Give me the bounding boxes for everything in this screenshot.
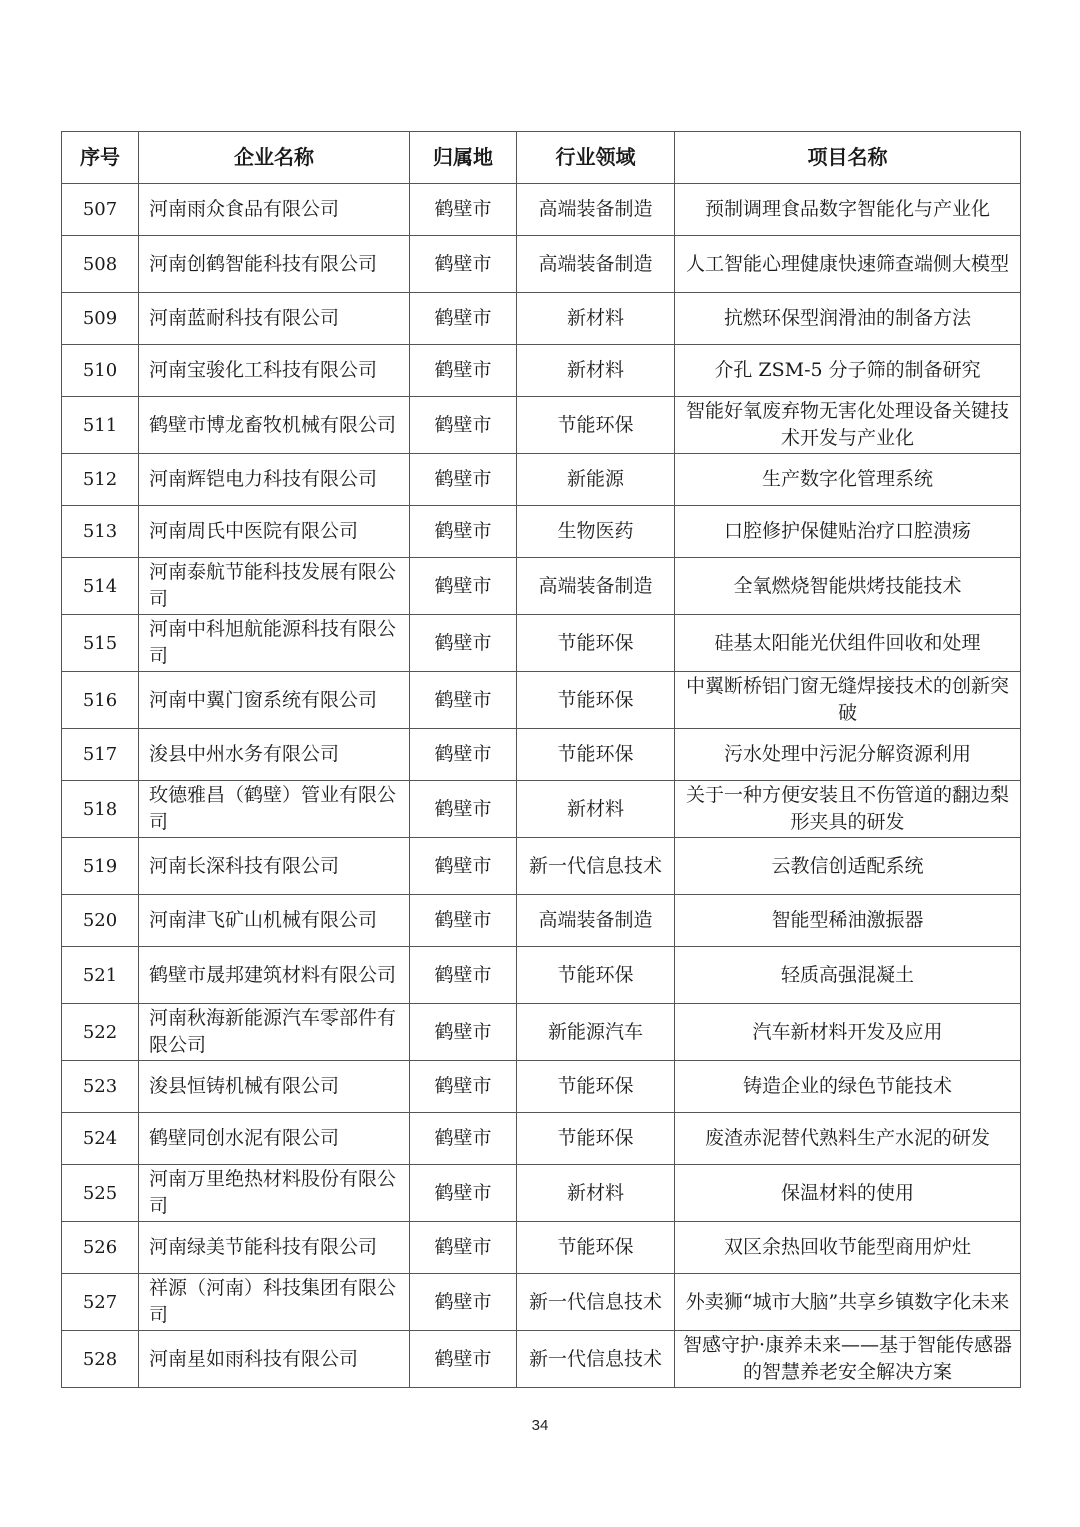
cell-index: 520: [62, 895, 139, 947]
cell-project: 人工智能心理健康快速筛查端侧大模型: [675, 236, 1021, 293]
cell-industry: 高端装备制造: [517, 558, 675, 615]
cell-company: 河南周氏中医院有限公司: [139, 506, 410, 558]
cell-industry: 高端装备制造: [517, 895, 675, 947]
cell-index: 515: [62, 615, 139, 672]
cell-company: 祥源（河南）科技集团有限公司: [139, 1274, 410, 1331]
cell-location: 鹤壁市: [410, 184, 517, 236]
table-row: [62, 345, 1021, 397]
cell-location: 鹤壁市: [410, 1113, 517, 1165]
cell-location: 鹤壁市: [410, 1004, 517, 1061]
cell-index: 525: [62, 1165, 139, 1222]
header-index: 序号: [62, 132, 139, 184]
cell-index: 509: [62, 293, 139, 345]
cell-project: 智能好氧废弃物无害化处理设备关键技术开发与产业化: [675, 397, 1021, 454]
cell-project: 关于一种方便安装且不伤管道的翻边梨形夹具的研发: [675, 781, 1021, 838]
cell-index: 518: [62, 781, 139, 838]
cell-company: 河南星如雨科技有限公司: [139, 1331, 410, 1388]
table-row: [62, 895, 1021, 947]
cell-project: 双区余热回收节能型商用炉灶: [675, 1222, 1021, 1274]
cell-project: 预制调理食品数字智能化与产业化: [675, 184, 1021, 236]
cell-company: 河南万里绝热材料股份有限公司: [139, 1165, 410, 1222]
header-project: 项目名称: [675, 132, 1021, 184]
cell-project: 保温材料的使用: [675, 1165, 1021, 1222]
cell-industry: 新材料: [517, 1165, 675, 1222]
cell-project: 云教信创适配系统: [675, 838, 1021, 895]
cell-industry: 节能环保: [517, 1113, 675, 1165]
cell-location: 鹤壁市: [410, 506, 517, 558]
header-company: 企业名称: [139, 132, 410, 184]
cell-location: 鹤壁市: [410, 236, 517, 293]
cell-project: 污水处理中污泥分解资源利用: [675, 729, 1021, 781]
cell-index: 526: [62, 1222, 139, 1274]
cell-location: 鹤壁市: [410, 947, 517, 1004]
table-row: [62, 729, 1021, 781]
cell-location: 鹤壁市: [410, 1222, 517, 1274]
table-row: [62, 1165, 1021, 1222]
cell-industry: 新材料: [517, 293, 675, 345]
table-row: [62, 184, 1021, 236]
cell-index: 517: [62, 729, 139, 781]
cell-project: 生产数字化管理系统: [675, 454, 1021, 506]
page-number: 34: [531, 1417, 549, 1434]
cell-industry: 高端装备制造: [517, 236, 675, 293]
cell-project: 口腔修护保健贴治疗口腔溃疡: [675, 506, 1021, 558]
cell-company: 河南辉铠电力科技有限公司: [139, 454, 410, 506]
cell-company: 河南中翼门窗系统有限公司: [139, 672, 410, 729]
cell-location: 鹤壁市: [410, 1274, 517, 1331]
cell-company: 河南宝骏化工科技有限公司: [139, 345, 410, 397]
cell-index: 516: [62, 672, 139, 729]
cell-company: 河南泰航节能科技发展有限公司: [139, 558, 410, 615]
cell-project: 铸造企业的绿色节能技术: [675, 1061, 1021, 1113]
cell-location: 鹤壁市: [410, 838, 517, 895]
cell-project: 全氧燃烧智能烘烤技能技术: [675, 558, 1021, 615]
cell-index: 524: [62, 1113, 139, 1165]
cell-index: 528: [62, 1331, 139, 1388]
cell-company: 河南中科旭航能源科技有限公司: [139, 615, 410, 672]
cell-location: 鹤壁市: [410, 1061, 517, 1113]
table-row: [62, 838, 1021, 895]
cell-company: 浚县恒铸机械有限公司: [139, 1061, 410, 1113]
cell-project: 轻质高强混凝土: [675, 947, 1021, 1004]
table-row: [62, 947, 1021, 1004]
enterprise-project-table: [61, 131, 1021, 1388]
cell-industry: 节能环保: [517, 947, 675, 1004]
cell-industry: 新一代信息技术: [517, 838, 675, 895]
cell-index: 523: [62, 1061, 139, 1113]
cell-project: 智能型稀油激振器: [675, 895, 1021, 947]
cell-location: 鹤壁市: [410, 454, 517, 506]
cell-location: 鹤壁市: [410, 345, 517, 397]
cell-industry: 高端装备制造: [517, 184, 675, 236]
cell-company: 河南秋海新能源汽车零部件有限公司: [139, 1004, 410, 1061]
cell-project: 废渣赤泥替代熟料生产水泥的研发: [675, 1113, 1021, 1165]
table-row: [62, 1222, 1021, 1274]
cell-industry: 新材料: [517, 345, 675, 397]
cell-company: 鹤壁市晟邦建筑材料有限公司: [139, 947, 410, 1004]
cell-project: 抗燃环保型润滑油的制备方法: [675, 293, 1021, 345]
cell-industry: 新能源: [517, 454, 675, 506]
cell-industry: 生物医药: [517, 506, 675, 558]
cell-company: 河南创鹤智能科技有限公司: [139, 236, 410, 293]
cell-location: 鹤壁市: [410, 895, 517, 947]
cell-industry: 节能环保: [517, 1061, 675, 1113]
cell-project: 汽车新材料开发及应用: [675, 1004, 1021, 1061]
cell-project: 中翼断桥铝门窗无缝焊接技术的创新突破: [675, 672, 1021, 729]
table-row: [62, 615, 1021, 672]
cell-index: 514: [62, 558, 139, 615]
cell-location: 鹤壁市: [410, 293, 517, 345]
cell-index: 508: [62, 236, 139, 293]
table-row: [62, 1113, 1021, 1165]
cell-company: 河南雨众食品有限公司: [139, 184, 410, 236]
table-row: [62, 1274, 1021, 1331]
table-row: [62, 1061, 1021, 1113]
cell-index: 510: [62, 345, 139, 397]
cell-index: 519: [62, 838, 139, 895]
cell-index: 512: [62, 454, 139, 506]
cell-company: 河南津飞矿山机械有限公司: [139, 895, 410, 947]
cell-project: 智感守护·康养未来——基于智能传感器的智慧养老安全解决方案: [675, 1331, 1021, 1388]
table-row: [62, 672, 1021, 729]
cell-index: 521: [62, 947, 139, 1004]
cell-industry: 节能环保: [517, 615, 675, 672]
cell-location: 鹤壁市: [410, 672, 517, 729]
cell-location: 鹤壁市: [410, 1331, 517, 1388]
cell-index: 522: [62, 1004, 139, 1061]
cell-company: 河南蓝耐科技有限公司: [139, 293, 410, 345]
table-row: [62, 781, 1021, 838]
cell-company: 鹤壁同创水泥有限公司: [139, 1113, 410, 1165]
cell-company: 鹤壁市博龙畜牧机械有限公司: [139, 397, 410, 454]
cell-company: 河南长深科技有限公司: [139, 838, 410, 895]
cell-industry: 节能环保: [517, 1222, 675, 1274]
table-row: [62, 293, 1021, 345]
cell-industry: 新一代信息技术: [517, 1274, 675, 1331]
cell-location: 鹤壁市: [410, 1165, 517, 1222]
cell-index: 511: [62, 397, 139, 454]
cell-index: 513: [62, 506, 139, 558]
table-header-row: [62, 132, 1021, 184]
cell-location: 鹤壁市: [410, 397, 517, 454]
cell-project: 外卖狮“城市大脑”共享乡镇数字化未来: [675, 1274, 1021, 1331]
cell-index: 527: [62, 1274, 139, 1331]
cell-location: 鹤壁市: [410, 558, 517, 615]
cell-industry: 新材料: [517, 781, 675, 838]
cell-location: 鹤壁市: [410, 615, 517, 672]
table-row: [62, 397, 1021, 454]
table-row: [62, 236, 1021, 293]
cell-industry: 节能环保: [517, 397, 675, 454]
cell-industry: 节能环保: [517, 729, 675, 781]
table-row: [62, 1331, 1021, 1388]
cell-industry: 新一代信息技术: [517, 1331, 675, 1388]
table-row: [62, 558, 1021, 615]
cell-company: 河南绿美节能科技有限公司: [139, 1222, 410, 1274]
cell-industry: 节能环保: [517, 672, 675, 729]
table-row: [62, 454, 1021, 506]
cell-industry: 新能源汽车: [517, 1004, 675, 1061]
cell-project: 硅基太阳能光伏组件回收和处理: [675, 615, 1021, 672]
cell-index: 507: [62, 184, 139, 236]
cell-company: 玫德雅昌（鹤壁）管业有限公司: [139, 781, 410, 838]
header-location: 归属地: [410, 132, 517, 184]
cell-location: 鹤壁市: [410, 781, 517, 838]
cell-location: 鹤壁市: [410, 729, 517, 781]
cell-company: 浚县中州水务有限公司: [139, 729, 410, 781]
table-row: [62, 1004, 1021, 1061]
table-row: [62, 506, 1021, 558]
cell-project: 介孔 ZSM-5 分子筛的制备研究: [675, 345, 1021, 397]
header-industry: 行业领域: [517, 132, 675, 184]
